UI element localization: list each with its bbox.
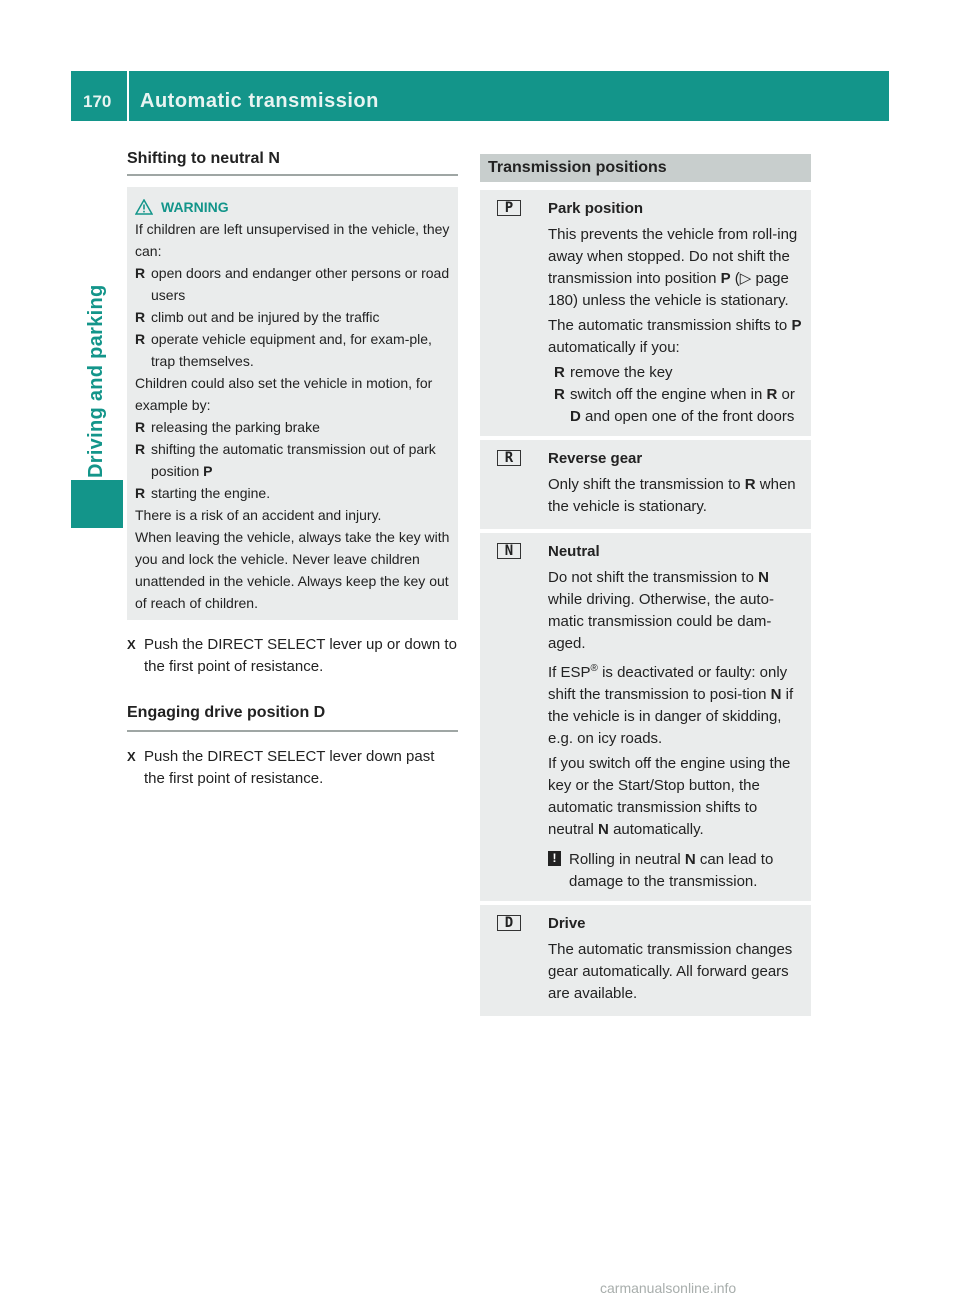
list-text: shifting the automatic transmission out of park position xyxy=(151,441,436,479)
list-item xyxy=(135,438,450,482)
list-item-text: operate vehicle equipment and, for exam-ple, trap themselves. xyxy=(151,331,432,369)
bullet-icon: R xyxy=(135,441,146,457)
step-text: Push the DIRECT SELECT lever down past the first point of resistance. xyxy=(144,748,435,787)
registered-mark: ® xyxy=(590,663,598,674)
gear-letter: D xyxy=(570,408,581,425)
step-arrow-icon: X xyxy=(127,749,136,764)
gear-icon-cell xyxy=(480,905,538,1016)
step-arrow-icon: X xyxy=(127,637,136,652)
transmission-table xyxy=(480,154,811,1016)
paragraph xyxy=(548,474,805,518)
text: If ESP xyxy=(548,664,591,681)
list-item-text: climb out and be injured by the traffic xyxy=(151,309,380,325)
text: if the vehicle is in danger of skidding, e.g. on icy roads. xyxy=(548,686,794,747)
warning-middle: Children could also set the vehicle in motion, for example by: xyxy=(135,375,433,413)
text: switch off the engine when in xyxy=(570,386,763,403)
list-item xyxy=(135,482,450,504)
table-row-drive xyxy=(480,903,811,1016)
page-number: 170 xyxy=(83,92,112,111)
table-row-park xyxy=(480,188,811,436)
table-title: Transmission positions xyxy=(480,154,811,182)
bullet-icon: R xyxy=(554,386,565,403)
list-item-text: releasing the parking brake xyxy=(151,419,320,435)
warning-box xyxy=(127,187,458,620)
row-content xyxy=(538,440,811,529)
table-row-reverse xyxy=(480,438,811,529)
list-item xyxy=(135,262,450,306)
list-item-text xyxy=(151,438,450,482)
text: can lead to damage to the transmission. xyxy=(569,851,774,890)
section-title-drive: Engaging drive position D xyxy=(127,704,458,732)
paragraph xyxy=(548,224,805,312)
paragraph xyxy=(548,753,805,841)
gear-letter: P xyxy=(203,463,213,479)
list-item-text: starting the engine. xyxy=(151,485,271,501)
gear-letter: R xyxy=(766,386,778,403)
gear-letter: P xyxy=(720,270,731,287)
text: (▷ page 180) unless the vehicle is stationary. xyxy=(548,270,789,309)
list-item xyxy=(548,384,805,428)
bullet-icon: R xyxy=(554,364,565,381)
text: This prevents the vehicle from roll-ing away when stopped. Do not shift the transmission into position xyxy=(548,226,798,287)
gear-icon-cell xyxy=(480,533,538,901)
text: and open one of the front doors xyxy=(585,408,795,425)
row-title: Reverse gear xyxy=(548,450,643,467)
warning-label: WARNING xyxy=(161,199,229,215)
chapter-title: Automatic transmission xyxy=(140,90,379,112)
text: Rolling in neutral xyxy=(569,851,681,868)
gear-p-icon: P xyxy=(497,200,521,216)
list-item-text: remove the key xyxy=(570,364,673,381)
bullet-icon: R xyxy=(135,309,146,325)
list-item-text xyxy=(570,384,805,428)
gear-letter: R xyxy=(744,476,756,493)
gear-icon-cell xyxy=(480,440,538,529)
gear-r-icon: R xyxy=(497,450,521,466)
bullet-icon: R xyxy=(135,265,146,281)
text: automatically. xyxy=(613,821,704,838)
side-tab-label: Driving and parking xyxy=(85,284,107,478)
header-divider xyxy=(127,71,129,121)
text: or xyxy=(781,386,795,403)
warning-risk: There is a risk of an accident and injury. xyxy=(135,507,382,523)
bullet-icon: R xyxy=(135,331,146,347)
gear-d-icon: D xyxy=(497,915,521,931)
list-item-text: open doors and endanger other persons or road users xyxy=(151,265,450,303)
gear-icon-cell xyxy=(480,190,538,436)
list-item xyxy=(135,328,450,372)
row-title: Park position xyxy=(548,200,644,217)
list-item xyxy=(135,416,450,438)
text: automatically if you: xyxy=(548,339,680,356)
side-tab xyxy=(83,260,113,480)
paragraph xyxy=(548,658,805,750)
warning-intro: If children are left unsupervised in the vehicle, they can: xyxy=(135,221,450,259)
gear-n-icon: N xyxy=(497,543,521,559)
row-content xyxy=(538,190,811,436)
row-title: Drive xyxy=(548,915,586,932)
text: is deactivated or faulty: only shift the transmission to posi-tion xyxy=(548,664,788,703)
warning-triangle-icon xyxy=(135,199,153,215)
caution-icon: ! xyxy=(548,851,561,866)
footer-watermark: carmanualsonline.info xyxy=(600,1280,737,1296)
gear-letter: N xyxy=(770,686,782,703)
bullet-icon: R xyxy=(135,419,146,435)
gear-letter: N xyxy=(758,569,769,586)
text: when the vehicle is stationary. xyxy=(548,476,796,515)
caution-note xyxy=(548,849,805,893)
table-row-neutral xyxy=(480,531,811,901)
warning-advice: When leaving the vehicle, always take the key with you and lock the vehicle. Never leave children unattended in the vehicle. Always keep the key out of reach of children. xyxy=(135,529,450,611)
caution-text xyxy=(569,849,805,893)
row-content xyxy=(538,905,811,1016)
list-item xyxy=(135,306,450,328)
gear-letter: N xyxy=(684,851,696,868)
row-content xyxy=(538,533,811,901)
text: Only shift the transmission to xyxy=(548,476,741,493)
warning-heading xyxy=(135,196,450,218)
text: while driving. Otherwise, the auto-matic transmission could be dam-aged. xyxy=(548,591,774,652)
bullet-icon: R xyxy=(135,485,146,501)
page-header xyxy=(71,71,889,121)
instruction-step xyxy=(127,746,458,790)
list-item xyxy=(548,362,805,384)
text: Do not shift the transmission to xyxy=(548,569,754,586)
left-column xyxy=(127,150,458,790)
row-title: Neutral xyxy=(548,543,600,560)
text: If you switch off the engine using the key or the Start/Stop button, the automatic transmission shifts to neutral xyxy=(548,755,791,838)
paragraph xyxy=(548,567,805,655)
gear-letter: P xyxy=(791,317,802,334)
side-tab-marker xyxy=(71,480,123,528)
paragraph: The automatic transmission changes gear automatically. All forward gears are available. xyxy=(548,941,793,1002)
gear-letter: N xyxy=(598,821,609,838)
paragraph xyxy=(548,315,805,359)
step-text: Push the DIRECT SELECT lever up or down to the first point of resistance. xyxy=(144,636,457,675)
section-title-neutral: Shifting to neutral N xyxy=(127,150,458,176)
text: The automatic transmission shifts to xyxy=(548,317,788,334)
instruction-step xyxy=(127,634,458,678)
